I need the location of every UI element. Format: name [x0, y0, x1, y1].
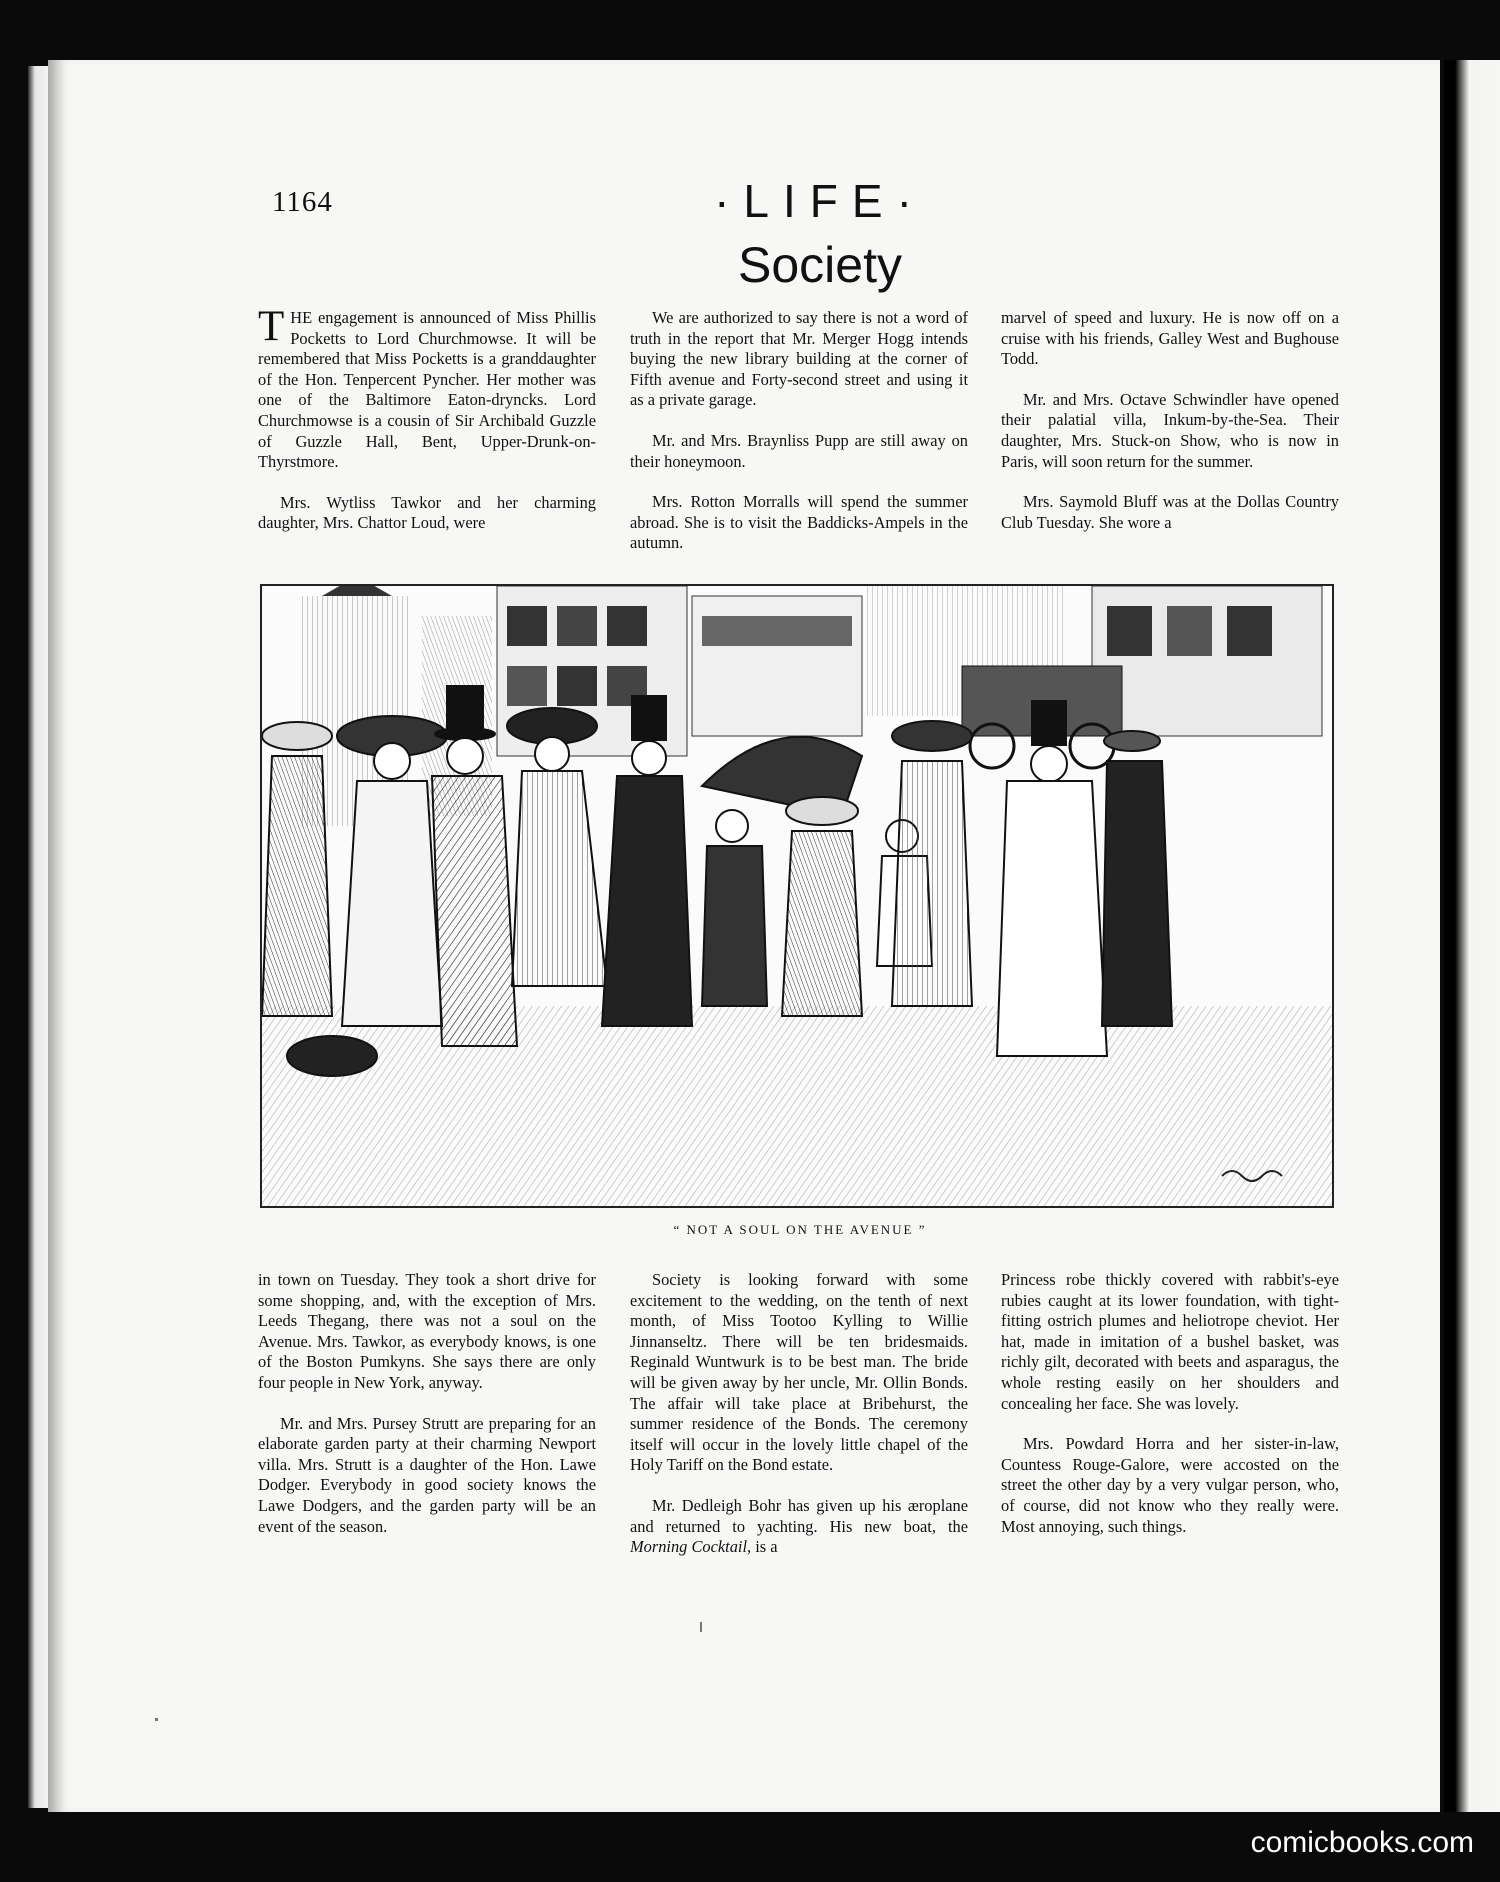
- article-paragraph: We are authorized to say there is not a word of truth in the report that Mr. Merger Hogg intends buying the new library building at the corner of Fifth avenue and Forty-second street and using it as a private garage.: [630, 308, 968, 410]
- crowd-drawing: [262, 586, 1332, 1206]
- article-paragraph: in town on Tuesday. They took a short drive for some shopping, and, with the exception of Mrs. Leeds Thegang, there was not a soul on the Avenue. Mrs. Tawkor, as everybody knows, is one of the Boston Pumkyns. She says there are only four people in New York, anyway.: [258, 1270, 596, 1392]
- column-3-bottom: [1001, 1270, 1339, 1610]
- article-paragraph: Mr. and Mrs. Pursey Strutt are preparing for an elaborate garden party at their charming Newport villa. Mrs. Strutt is a daughter of the Hon. Lawe Dodger. Everybody in good society knows the Lawe Dodgers, and the garden party will be an event of the season.: [258, 1413, 596, 1536]
- scan-speck: [155, 1718, 158, 1721]
- magazine-masthead: ·LIFE·: [714, 175, 926, 227]
- article-paragraph: Mr. and Mrs. Octave Schwindler have opened their palatial villa, Inkum-by-the-Sea. Their daughter, Mrs. Stuck-on Show, who is now in Paris, will soon return for the summer.: [1001, 389, 1339, 471]
- boat-name: Morning Cocktail,: [630, 1537, 752, 1557]
- article-paragraph: Mrs. Wytliss Tawkor and her charming daughter, Mrs. Chattor Loud, were: [258, 492, 596, 533]
- article-paragraph: marvel of speed and luxury. He is now off on a cruise with his friends, Galley West and Bughouse Todd.: [1001, 308, 1339, 369]
- article-paragraph: THE engagement is announced of Miss Phillis Pocketts to Lord Churchmowse. It will be remembered that Miss Pocketts is a granddaughter of the Hon. Tenpercent Pyncher. Her mother was one of the Baltimore Eaton-dryncks. Lord Churchmowse is a cousin of Sir Archibald Guzzle of Guzzle Hall, Bent, Upper-Drunk-on-Thyrstmore.: [258, 308, 596, 472]
- street-scene-illustration: [260, 584, 1334, 1208]
- article-paragraph: Society is looking forward with some excitement to the wedding, on the tenth of next month, of Miss Tootoo Kylling to Willie Jinnanseltz. There will be ten bridesmaids. Reginald Wuntwurk is to be best man. The bride will be given away by her uncle, Mr. Ollin Bonds. The affair will take place at Bribehurst, the summer residence of the Bonds. The ceremony itself will occur in the lovely little chapel of the Holy Tariff on the Bond estate.: [630, 1270, 968, 1475]
- column-2-top: [630, 308, 968, 556]
- scan-speck: [700, 1622, 702, 1632]
- article-paragraph: Mr. Dedleigh Bohr has given up his æroplane and returned to yachting. His new boat, the Morning Cocktail, is a: [630, 1495, 968, 1557]
- drop-cap: T: [258, 308, 285, 350]
- illustration-caption: “ NOT A SOUL ON THE AVENUE ”: [673, 1222, 927, 1237]
- article-paragraph: Mr. and Mrs. Braynliss Pupp are still away on their honeymoon.: [630, 430, 968, 471]
- article-paragraph: Mrs. Saymold Bluff was at the Dollas Country Club Tuesday. She wore a: [1001, 492, 1339, 532]
- column-2-bottom: [630, 1270, 968, 1610]
- column-1-bottom: [258, 1270, 596, 1610]
- column-3-top: [1001, 308, 1339, 556]
- watermark: comicbooks.com: [1250, 1826, 1474, 1859]
- section-title: Society: [738, 237, 902, 293]
- scan-left-edge: [28, 66, 48, 1808]
- article-paragraph: Mrs. Powdard Horra and her sister-in-law, Countess Rouge-Galore, were accosted on the street the other day by a very vulgar person, who, of course, did not know who they really were. Most annoying, such things.: [1001, 1434, 1339, 1536]
- column-1-top: [258, 308, 596, 556]
- article-paragraph: Mrs. Rotton Morralls will spend the summer abroad. She is to visit the Baddicks-Ampels in the autumn.: [630, 492, 968, 553]
- article-paragraph: Princess robe thickly covered with rabbit's-eye rubies caught at its lower foundation, with tight-fitting ostrich plumes and heliotrope cheviot. Her hat, made in imitation of a bushel basket, was richly gilt, decorated with beets and asparagus, the whole resting easily on her shoulders and concealing her face. She was lovely.: [1001, 1270, 1339, 1413]
- page-number: 1164: [272, 186, 333, 218]
- facing-page-edge: [1444, 60, 1500, 1812]
